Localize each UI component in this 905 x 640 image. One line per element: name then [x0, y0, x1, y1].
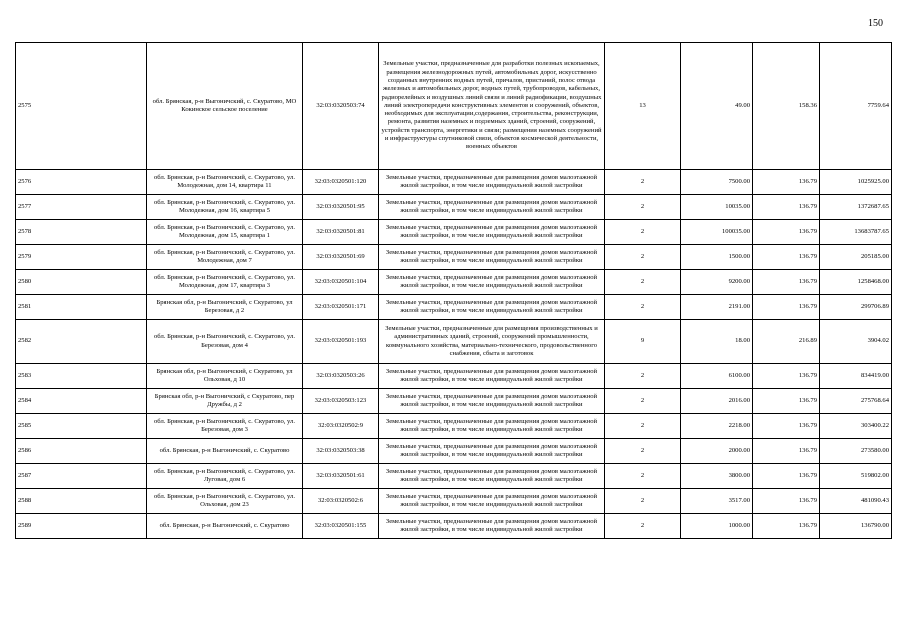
- row-land-use: Земельные участки, предназначенные для размещения производственных и административных зданий, строений, сооружений промышленности, коммунального хозяйства, материально-технического, продовольственного снабжения, сбыта и заготовок: [379, 320, 605, 364]
- row-rate: 216.89: [753, 320, 820, 364]
- row-value: 3904.02: [820, 320, 892, 364]
- row-land-use: Земельные участки, предназначенные для размещения домов малоэтажной жилой застройки, в том числе индивидуальной жилой застройки: [379, 414, 605, 439]
- row-cadastral-number: 32:03:0320501:120: [303, 170, 379, 195]
- row-value: 136790.00: [820, 514, 892, 539]
- row-land-use: Земельные участки, предназначенные для размещения домов малоэтажной жилой застройки, в том числе индивидуальной жилой застройки: [379, 489, 605, 514]
- table-row: [16, 464, 892, 489]
- table-row: [16, 245, 892, 270]
- row-area: 1500.00: [681, 245, 753, 270]
- row-category: 2: [605, 464, 681, 489]
- row-area: 2000.00: [681, 439, 753, 464]
- row-rate: 136.79: [753, 489, 820, 514]
- row-category: 2: [605, 414, 681, 439]
- row-value: 273580.00: [820, 439, 892, 464]
- row-land-use: Земельные участки, предназначенные для размещения домов малоэтажной жилой застройки, в том числе индивидуальной жилой застройки: [379, 389, 605, 414]
- row-category: 2: [605, 195, 681, 220]
- table-row: [16, 270, 892, 295]
- row-land-use: Земельные участки, предназначенные для размещения домов малоэтажной жилой застройки, в том числе индивидуальной жилой застройки: [379, 464, 605, 489]
- table-row: [16, 389, 892, 414]
- row-cadastral-number: 32:03:0320503:38: [303, 439, 379, 464]
- row-cadastral-number: 32:03:0320501:193: [303, 320, 379, 364]
- row-address: обл. Брянская, р-н Выгоничский, с. Скуратово: [147, 439, 303, 464]
- row-cadastral-number: 32:03:0320502:6: [303, 489, 379, 514]
- row-area: 49.00: [681, 43, 753, 170]
- row-land-use: Земельные участки, предназначенные для размещения домов малоэтажной жилой застройки, в том числе индивидуальной жилой застройки: [379, 270, 605, 295]
- row-cadastral-number: 32:03:0320503:74: [303, 43, 379, 170]
- table-row: [16, 43, 892, 170]
- row-value: 7759.64: [820, 43, 892, 170]
- row-number: 2580: [16, 270, 147, 295]
- row-address: обл. Брянская, р-н Выгоничский, с. Скуратово, ул. Молодежная, дом 15, квартира 1: [147, 220, 303, 245]
- table-row: [16, 170, 892, 195]
- row-category: 2: [605, 220, 681, 245]
- row-category: 2: [605, 514, 681, 539]
- table-row: [16, 514, 892, 539]
- row-value: 1372687.65: [820, 195, 892, 220]
- row-land-use: Земельные участки, предназначенные для размещения домов малоэтажной жилой застройки, в том числе индивидуальной жилой застройки: [379, 364, 605, 389]
- row-number: 2581: [16, 295, 147, 320]
- table-row: [16, 195, 892, 220]
- row-category: 2: [605, 270, 681, 295]
- row-category: 2: [605, 439, 681, 464]
- row-number: 2582: [16, 320, 147, 364]
- row-category: 2: [605, 295, 681, 320]
- row-rate: 136.79: [753, 195, 820, 220]
- row-address: обл. Брянская, р-н Выгоничский, с. Скуратово: [147, 514, 303, 539]
- row-area: 3800.00: [681, 464, 753, 489]
- row-area: 10035.00: [681, 195, 753, 220]
- row-cadastral-number: 32:03:0320501:95: [303, 195, 379, 220]
- row-area: 3517.00: [681, 489, 753, 514]
- row-value: 303400.22: [820, 414, 892, 439]
- row-rate: 136.79: [753, 514, 820, 539]
- land-registry-table: [15, 42, 892, 539]
- row-address: Брянская обл, р-н Выгоничский, с Скуратово, ул Ольховая, д 10: [147, 364, 303, 389]
- table-row: [16, 320, 892, 364]
- row-address: обл. Брянская, р-н Выгоничский, с. Скуратово, ул. Луговая, дом 6: [147, 464, 303, 489]
- row-area: 7500.00: [681, 170, 753, 195]
- row-category: 9: [605, 320, 681, 364]
- row-land-use: Земельные участки, предназначенные для размещения домов малоэтажной жилой застройки, в том числе индивидуальной жилой застройки: [379, 170, 605, 195]
- row-category: 2: [605, 245, 681, 270]
- page-number: 150: [868, 18, 883, 29]
- row-rate: 136.79: [753, 270, 820, 295]
- row-rate: 136.79: [753, 464, 820, 489]
- row-address: обл. Брянская, р-н Выгоничский, с. Скуратово, ул. Ольховая, дом 23: [147, 489, 303, 514]
- table-row: [16, 364, 892, 389]
- row-address: обл. Брянская, р-н Выгоничский, с. Скуратово, ул. Молодежная, дом 7: [147, 245, 303, 270]
- row-number: 2586: [16, 439, 147, 464]
- row-value: 834419.00: [820, 364, 892, 389]
- row-land-use: Земельные участки, предназначенные для размещения домов малоэтажной жилой застройки, в том числе индивидуальной жилой застройки: [379, 439, 605, 464]
- row-land-use: Земельные участки, предназначенные для размещения домов малоэтажной жилой застройки, в том числе индивидуальной жилой застройки: [379, 514, 605, 539]
- row-area: 2191.00: [681, 295, 753, 320]
- row-number: 2577: [16, 195, 147, 220]
- row-category: 13: [605, 43, 681, 170]
- row-rate: 136.79: [753, 389, 820, 414]
- row-cadastral-number: 32:03:0320501:81: [303, 220, 379, 245]
- row-number: 2575: [16, 43, 147, 170]
- row-category: 2: [605, 170, 681, 195]
- row-value: 481090.43: [820, 489, 892, 514]
- row-cadastral-number: 32:03:0320503:26: [303, 364, 379, 389]
- row-land-use: Земельные участки, предназначенные для размещения домов малоэтажной жилой застройки, в том числе индивидуальной жилой застройки: [379, 295, 605, 320]
- row-address: обл. Брянская, р-н Выгоничский, с. Скуратово, ул. Молодежная, дом 16, квартира 5: [147, 195, 303, 220]
- row-rate: 136.79: [753, 170, 820, 195]
- row-land-use: Земельные участки, предназначенные для размещения домов малоэтажной жилой застройки, в том числе индивидуальной жилой застройки: [379, 195, 605, 220]
- row-number: 2584: [16, 389, 147, 414]
- row-cadastral-number: 32:03:0320501:104: [303, 270, 379, 295]
- row-cadastral-number: 32:03:0320501:61: [303, 464, 379, 489]
- row-land-use: Земельные участки, предназначенные для размещения домов малоэтажной жилой застройки, в том числе индивидуальной жилой застройки: [379, 245, 605, 270]
- row-number: 2589: [16, 514, 147, 539]
- row-value: 1025925.00: [820, 170, 892, 195]
- row-cadastral-number: 32:03:0320502:9: [303, 414, 379, 439]
- row-land-use: Земельные участки, предназначенные для разработки полезных ископаемых, размещения железнодорожных путей, автомобильных дорог, искусственно созданных внутренних водных путей, причалов, пристаний, полос отвода железных и автомобильных дорог, водных путей, трубопроводов, кабельных, радиорелейных и воздушных линий связи и линий радиофикации, воздушных линий электропередачи конструктивных элементов и сооружений, объектов, необходимых для эксплуатации,содержания, строительства, реконструкции, ремонта, развития наземных и подземных зданий, строений, сооружений, устройств транспорта, энергетики и связи; размещения наземных сооружений и инфраструктуры спутниковой связи, объектов космической деятельности, военных объектов: [379, 43, 605, 170]
- row-rate: 136.79: [753, 220, 820, 245]
- row-cadastral-number: 32:03:0320501:155: [303, 514, 379, 539]
- row-area: 18.00: [681, 320, 753, 364]
- row-address: Брянская обл, р-н Выгоничский, с Скуратово, пер Дружбы, д 2: [147, 389, 303, 414]
- row-area: 2218.00: [681, 414, 753, 439]
- row-category: 2: [605, 489, 681, 514]
- row-value: 275768.64: [820, 389, 892, 414]
- row-cadastral-number: 32:03:0320503:123: [303, 389, 379, 414]
- row-number: 2579: [16, 245, 147, 270]
- row-number: 2587: [16, 464, 147, 489]
- row-value: 13683787.65: [820, 220, 892, 245]
- row-area: 1000.00: [681, 514, 753, 539]
- row-number: 2578: [16, 220, 147, 245]
- row-area: 100035.00: [681, 220, 753, 245]
- row-land-use: Земельные участки, предназначенные для размещения домов малоэтажной жилой застройки, в том числе индивидуальной жилой застройки: [379, 220, 605, 245]
- row-category: 2: [605, 364, 681, 389]
- row-area: 6100.00: [681, 364, 753, 389]
- row-value: 299706.89: [820, 295, 892, 320]
- row-address: Брянская обл, р-н Выгоничский, с Скуратово, ул Березовая, д 2: [147, 295, 303, 320]
- row-rate: 136.79: [753, 414, 820, 439]
- row-address: обл. Брянская, р-н Выгоничский, с. Скуратово, МО Кокинское сельское поселение: [147, 43, 303, 170]
- row-number: 2585: [16, 414, 147, 439]
- row-address: обл. Брянская, р-н Выгоничский, с. Скуратово, ул. Молодежная, дом 17, квартира 3: [147, 270, 303, 295]
- row-address: обл. Брянская, р-н Выгоничский, с. Скуратово, ул. Молодежная, дом 14, квартира 11: [147, 170, 303, 195]
- row-cadastral-number: 32:03:0320501:69: [303, 245, 379, 270]
- table-row: [16, 220, 892, 245]
- table-row: [16, 414, 892, 439]
- row-rate: 136.79: [753, 245, 820, 270]
- row-value: 519802.00: [820, 464, 892, 489]
- row-number: 2588: [16, 489, 147, 514]
- row-number: 2583: [16, 364, 147, 389]
- table-row: [16, 295, 892, 320]
- row-area: 2016.00: [681, 389, 753, 414]
- row-value: 205185.00: [820, 245, 892, 270]
- row-cadastral-number: 32:03:0320501:171: [303, 295, 379, 320]
- row-number: 2576: [16, 170, 147, 195]
- row-address: обл. Брянская, р-н Выгоничский, с. Скуратово, ул. Березовая, дом 3: [147, 414, 303, 439]
- row-value: 1258468.00: [820, 270, 892, 295]
- row-rate: 158.36: [753, 43, 820, 170]
- table-row: [16, 489, 892, 514]
- row-area: 9200.00: [681, 270, 753, 295]
- table-row: [16, 439, 892, 464]
- row-rate: 136.79: [753, 364, 820, 389]
- row-rate: 136.79: [753, 439, 820, 464]
- row-address: обл. Брянская, р-н Выгоничский, с. Скуратово, ул. Березовая, дом 4: [147, 320, 303, 364]
- row-rate: 136.79: [753, 295, 820, 320]
- row-category: 2: [605, 389, 681, 414]
